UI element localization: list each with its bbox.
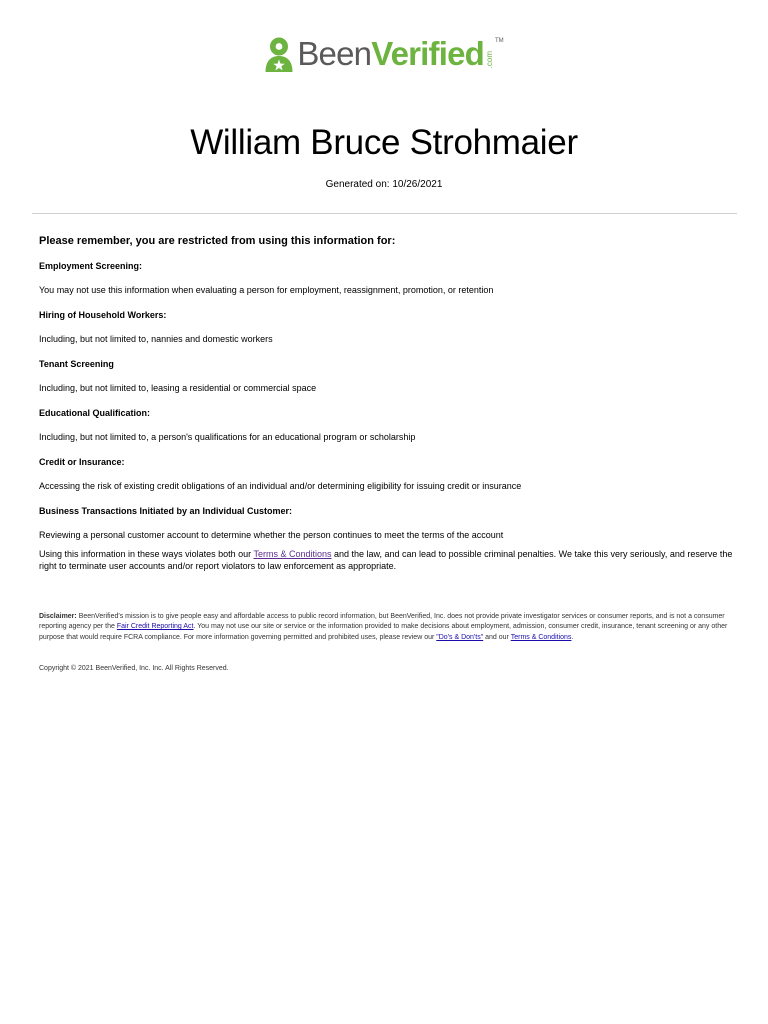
restriction-description: You may not use this information when evaluating a person for employment, reassignment, promotion, or retention <box>39 285 494 295</box>
restriction-title: Educational Qualification: <box>39 408 151 418</box>
disclaimer-text: . <box>571 633 574 641</box>
restriction-title: Tenant Screening <box>39 359 114 369</box>
restriction-title: Business Transactions Initiated by an Individual Customer: <box>39 506 293 516</box>
logo-trademark: TM <box>495 38 504 44</box>
generated-date-line <box>0 179 768 190</box>
disclaimer-text: BeenVerified's mission is to give people easy and affordable access to public record information, but BeenVerified, Inc. does not provide private investigator services or consumer reports, and is not a consumer reporting agency per the <box>39 613 725 631</box>
restriction-title: Credit or Insurance: <box>39 457 125 467</box>
terms-conditions-link[interactable]: Terms & Conditions <box>253 549 332 559</box>
brand-logo <box>0 34 768 74</box>
restriction-description: Including, but not limited to, leasing a residential or commercial space <box>39 383 317 393</box>
restriction-description: Accessing the risk of existing credit obligations of an individual and/or determining eligibility for issuing credit or insurance <box>39 481 522 491</box>
restrictions-section <box>39 234 734 572</box>
disclaimer-text: . You may not use our site or service or the information provided to make decisions about employment, admission, consumer credit, insurance, tenant screening or any other purpose that would require FCRA compliance. For more information governing permitted and prohibited uses, please review our <box>39 623 728 641</box>
fcra-link[interactable]: Fair Credit Reporting Act <box>116 623 194 631</box>
restriction-description: Including, but not limited to, nannies and domestic workers <box>39 334 273 344</box>
dos-donts-link[interactable]: "Do's & Don'ts" <box>436 633 484 641</box>
logo-verified: Verified <box>371 35 485 72</box>
report-subject-name: William Bruce Strohmaier <box>190 123 578 162</box>
header-divider <box>32 213 737 214</box>
copyright-notice: Copyright © 2021 BeenVerified, Inc. Inc. All Rights Reserved. <box>39 665 229 672</box>
restriction-title: Employment Screening: <box>39 261 143 271</box>
logo-wordmark <box>297 34 484 74</box>
warning-text-end: and the law, and can lead to possible criminal penalties. We take this very seriously, and reserve the right to terminate user accounts and/or report violators to law enforcement as appropriate. <box>39 549 733 571</box>
disclaimer-label: Disclaimer: <box>39 613 77 620</box>
usage-warning <box>39 548 734 572</box>
restrictions-heading: Please remember, you are restricted from using this information for: <box>39 235 396 247</box>
logo-com: .com <box>485 51 495 69</box>
generated-label: Generated on: <box>325 179 390 190</box>
restriction-description: Reviewing a personal customer account to determine whether the person continues to meet the terms of the account <box>39 530 504 540</box>
generated-date: 10/26/2021 <box>392 179 443 190</box>
logo-been: Been <box>297 35 372 72</box>
disclaimer-text: and our <box>483 633 511 641</box>
disclaimer <box>39 612 729 643</box>
disclaimer-terms-link[interactable]: Terms & Conditions <box>510 633 572 641</box>
warning-text-start: Using this information in these ways violates both our <box>39 549 254 559</box>
restriction-description: Including, but not limited to, a person's qualifications for an educational program or scholarship <box>39 432 416 442</box>
person-star-icon <box>264 37 294 73</box>
restriction-title: Hiring of Household Workers: <box>39 310 167 320</box>
